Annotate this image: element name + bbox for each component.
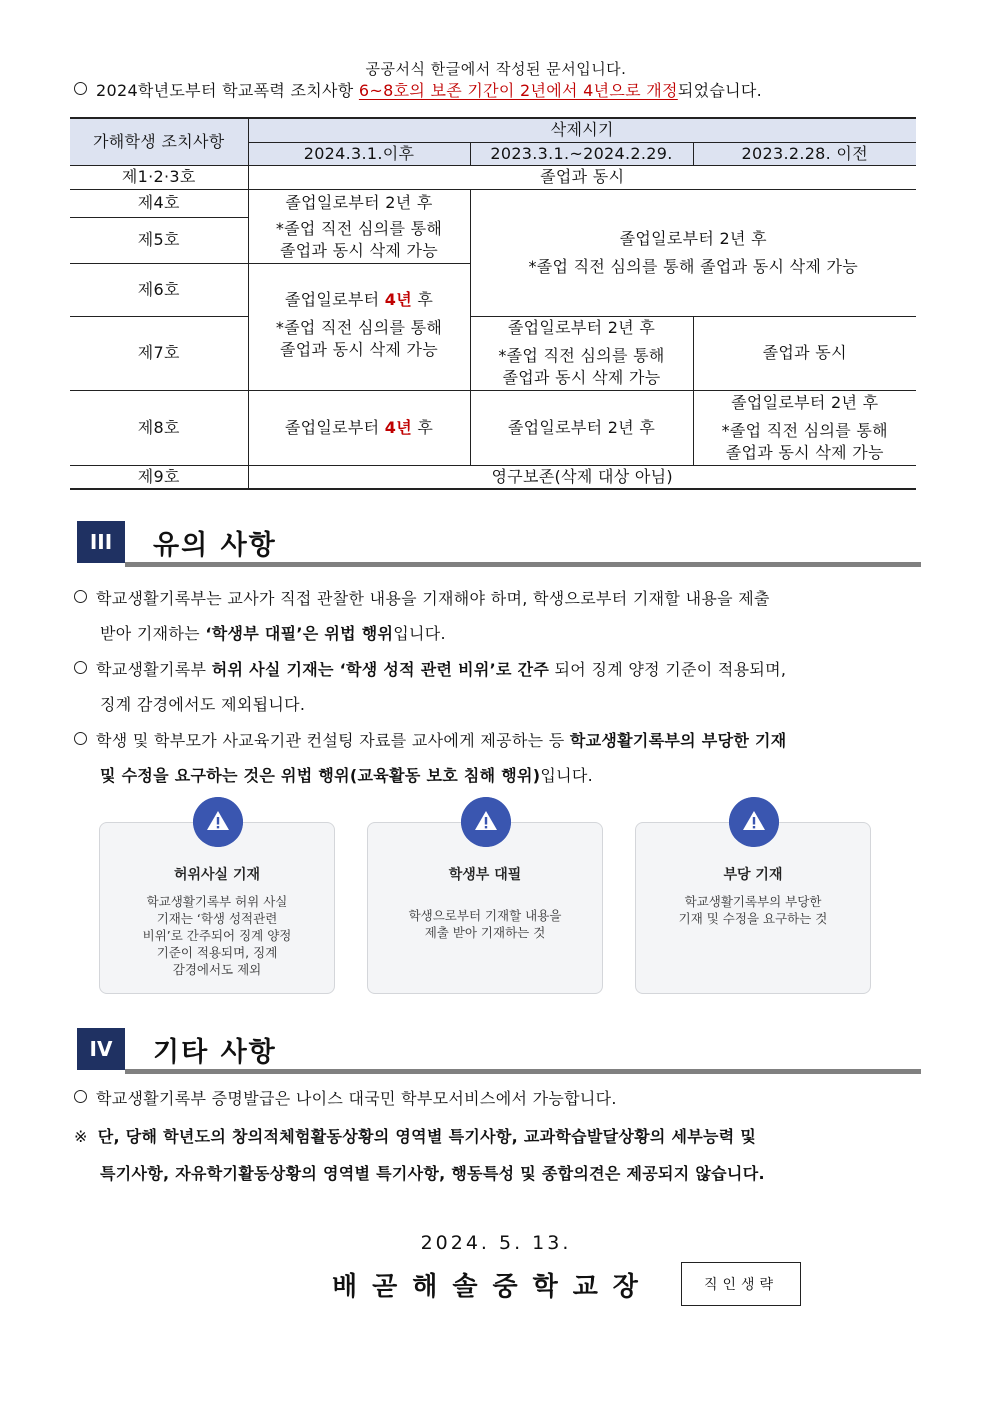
bullet-circle-icon bbox=[74, 590, 87, 603]
header-period-2: 2023.3.1.~2024.2.29. bbox=[470, 142, 693, 165]
notice-text: 되어 징계 양정 기준이 적용되며, bbox=[549, 660, 787, 679]
warning-icon bbox=[193, 797, 243, 847]
intro-tail: 되었습니다. bbox=[677, 81, 762, 100]
seal-omitted: 직인생략 bbox=[681, 1262, 801, 1306]
card-line: 제출 받아 기재하는 것 bbox=[424, 925, 546, 940]
bullet-circle-icon bbox=[74, 661, 87, 674]
notice-1-line2 bbox=[100, 623, 446, 645]
notice-bold: ‘학생부 대필’은 위법 행위 bbox=[205, 624, 394, 643]
notice-text: 학교생활기록부 bbox=[96, 660, 212, 679]
card-body bbox=[99, 893, 335, 978]
row-label-9: 제9호 bbox=[70, 465, 248, 489]
cell-8-new bbox=[248, 390, 470, 465]
etc-2-line2: 특기사항, 자유학기활동상황의 영역별 특기사항, 행동특성 및 종합의견은 제공되지 않습니다. bbox=[100, 1164, 765, 1183]
etc-2-line1 bbox=[74, 1126, 756, 1148]
cell-5-new bbox=[248, 217, 470, 263]
notice-bold: 허위 사실 기재는 ‘학생 성적 관련 비위’로 간주 bbox=[211, 660, 550, 679]
cell-6-7-new bbox=[248, 263, 470, 390]
header-note: 공공서식 한글에서 작성된 문서입니다. bbox=[365, 60, 627, 78]
issue-date: 2024. 5. 13. bbox=[420, 1232, 572, 1254]
cell-text: 졸업일로부터 2년 후 bbox=[507, 318, 656, 337]
bullet-circle-icon bbox=[74, 1090, 87, 1103]
card-title: 부당 기재 bbox=[723, 867, 783, 883]
etc-text: 학교생활기록부 증명발급은 나이스 대국민 학부모서비스에서 가능합니다. bbox=[96, 1089, 617, 1108]
after4-red: 4년 bbox=[384, 289, 412, 309]
cell-note-b: 졸업과 동시 삭제 가능 bbox=[280, 240, 438, 260]
row-label-7: 제7호 bbox=[70, 316, 248, 390]
card-line: 비위’로 간주되어 징계 양정 bbox=[142, 928, 292, 943]
header-period-1: 2024.3.1.이후 bbox=[248, 142, 470, 165]
notice-bold: 학교생활기록부의 부당한 기재 bbox=[569, 731, 787, 750]
after4-pre: 졸업일로부터 bbox=[284, 289, 385, 309]
row-label-8: 제8호 bbox=[70, 390, 248, 465]
notice-2-line2: 징계 감경에서도 제외됩니다. bbox=[100, 695, 306, 714]
header-deletion: 삭제시기 bbox=[248, 118, 916, 142]
card-line: 기재는 ‘학생 성적관련 bbox=[156, 911, 278, 926]
card-body bbox=[367, 907, 603, 941]
notice-2-line1 bbox=[74, 659, 786, 681]
after4-post: 후 bbox=[411, 289, 434, 309]
cell-note-a: *졸업 직전 심의를 통해 bbox=[498, 346, 665, 365]
cell-note-b: 졸업과 동시 삭제 가능 bbox=[725, 442, 884, 462]
cell-9: 영구보존(삭제 대상 아님) bbox=[248, 465, 916, 489]
after4-post: 후 bbox=[411, 417, 434, 437]
reference-mark: ※ bbox=[74, 1127, 88, 1146]
notice-text: 입니다. bbox=[393, 624, 446, 643]
cell-note-b: 졸업과 동시 삭제 가능 bbox=[280, 339, 438, 359]
intro-highlight: 6~8호의 보존 기간이 2년에서 4년으로 개정 bbox=[358, 81, 678, 100]
row-label-6: 제6호 bbox=[70, 263, 248, 316]
cell-7-mid bbox=[470, 316, 693, 390]
cell-4-new: 졸업일로부터 2년 후 bbox=[248, 189, 470, 217]
section-divider bbox=[125, 1069, 921, 1074]
after4-red: 4년 bbox=[384, 417, 412, 437]
notice-1-line1 bbox=[74, 588, 770, 610]
cell-note-a: *졸업 직전 심의를 통해 bbox=[721, 420, 888, 440]
after4-pre: 졸업일로부터 bbox=[284, 417, 385, 437]
card-line: 기준이 적용되며, 징계 bbox=[156, 945, 278, 960]
etc-1 bbox=[74, 1088, 617, 1110]
card-line: 학생으로부터 기재할 내용을 bbox=[408, 908, 562, 923]
cell-8-old bbox=[693, 390, 916, 465]
row-label-123: 제1·2·3호 bbox=[70, 165, 248, 189]
cell-text: 졸업일로부터 2년 후 bbox=[731, 392, 879, 412]
cell-note-a: *졸업 직전 심의를 통해 bbox=[275, 218, 443, 238]
notice-text: 학생 및 학부모가 사교육기관 컨설팅 자료를 교사에게 제공하는 등 bbox=[96, 731, 570, 750]
etc-text: 단, 당해 학년도의 창의적체험활동상황의 영역별 특기사항, 교과학습발달상황의 세부능력 및 bbox=[97, 1127, 757, 1146]
intro-text: 2024학년도부터 학교폭력 조치사항 bbox=[96, 81, 359, 100]
cell-note: *졸업 직전 심의를 통해 졸업과 동시 삭제 가능 bbox=[528, 256, 859, 276]
school-name: 배곧해솔중학교장 bbox=[332, 1272, 653, 1302]
card-body bbox=[635, 893, 871, 927]
warning-icon bbox=[729, 797, 779, 847]
section-number: III bbox=[77, 521, 125, 563]
cell-8-mid: 졸업일로부터 2년 후 bbox=[470, 390, 693, 465]
cell-text bbox=[253, 289, 466, 311]
cell-note-a: *졸업 직전 심의를 통해 bbox=[275, 317, 443, 337]
card-line: 학교생활기록부 허위 사실 bbox=[146, 894, 288, 909]
warning-icon bbox=[461, 797, 511, 847]
header-measure: 가해학생 조치사항 bbox=[70, 118, 248, 165]
notice-text: 학교생활기록부는 교사가 직접 관찰한 내용을 기재해야 하며, 학생으로부터 기재할 내용을 제출 bbox=[96, 589, 770, 608]
card-line: 감경에서도 제외 bbox=[172, 962, 262, 977]
cell-4-6-old bbox=[470, 189, 916, 316]
row-label-4: 제4호 bbox=[70, 189, 248, 217]
row-label-5: 제5호 bbox=[70, 217, 248, 263]
card-line: 기재 및 수정을 요구하는 것 bbox=[678, 911, 828, 926]
notice-3-line2 bbox=[100, 765, 593, 787]
retention-table bbox=[70, 117, 916, 490]
section-title: 유의 사항 bbox=[153, 530, 277, 561]
bullet-circle-icon bbox=[74, 82, 87, 95]
intro-paragraph bbox=[74, 78, 762, 101]
notice-3-line1 bbox=[74, 730, 786, 752]
cell-7-old: 졸업과 동시 bbox=[693, 316, 916, 390]
section-title: 기타 사항 bbox=[153, 1037, 277, 1068]
notice-text: 입니다. bbox=[540, 766, 593, 785]
card-line: 학교생활기록부의 부당한 bbox=[684, 894, 822, 909]
cell-text: 졸업일로부터 2년 후 bbox=[619, 228, 767, 248]
section-divider bbox=[125, 562, 921, 567]
notice-bold: 및 수정을 요구하는 것은 위법 행위(교육활동 보호 침해 행위) bbox=[100, 766, 541, 785]
section-number: IV bbox=[77, 1028, 125, 1070]
cell-123: 졸업과 동시 bbox=[248, 165, 916, 189]
card-title: 허위사실 기재 bbox=[173, 867, 261, 883]
bullet-circle-icon bbox=[74, 732, 87, 745]
header-period-3: 2023.2.28. 이전 bbox=[693, 142, 916, 165]
notice-text: 받아 기재하는 bbox=[100, 624, 206, 643]
cell-note-b: 졸업과 동시 삭제 가능 bbox=[502, 368, 661, 387]
card-title: 학생부 대필 bbox=[448, 867, 522, 883]
